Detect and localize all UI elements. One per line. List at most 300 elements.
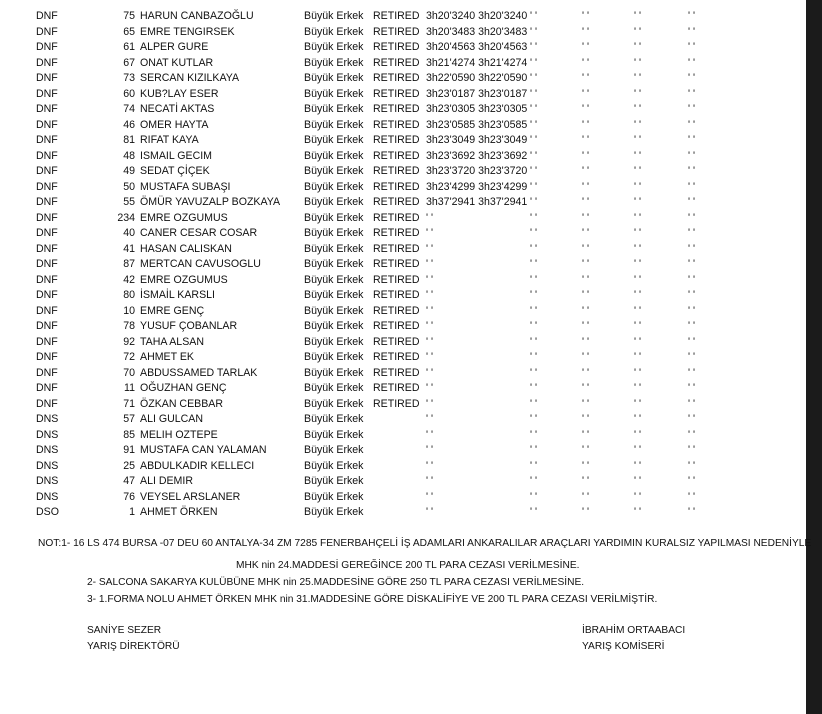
- time-cell: ' ': [426, 428, 433, 441]
- table-row: [0, 505, 806, 521]
- category-cell: Büyük Erkek: [304, 211, 364, 224]
- category-cell: Büyük Erkek: [304, 103, 364, 115]
- status-cell: DNF: [36, 103, 58, 115]
- lap-cell-4: ' ': [688, 10, 695, 22]
- bib-number-cell: 73: [123, 72, 135, 84]
- status-cell: DNF: [36, 382, 58, 394]
- time-cell: ' ': [426, 382, 433, 394]
- status-cell: DNF: [36, 366, 58, 379]
- table-row: [0, 87, 806, 103]
- status-cell: DNF: [36, 149, 58, 162]
- note-3: 3- 1.FORMA NOLU AHMET ÖRKEN MHK nin 31.MADDESİNE GÖRE DİSKALİFİYE VE 200 TL PARA CEZASI VERİLMİŞTİR.: [87, 594, 658, 605]
- lap-cell-2: ' ': [582, 227, 589, 239]
- retired-cell: RETIRED: [373, 397, 420, 410]
- table-row: [0, 133, 806, 149]
- lap-cell-2: ' ': [582, 273, 589, 286]
- status-cell: DNF: [36, 118, 58, 131]
- lap-cell-1: ' ': [530, 118, 537, 131]
- lap-cell-4: ' ': [688, 475, 695, 487]
- retired-cell: RETIRED: [373, 196, 420, 208]
- lap-cell-1: ' ': [530, 180, 537, 193]
- retired-cell: RETIRED: [373, 273, 420, 286]
- table-row: [0, 242, 806, 258]
- status-cell: DNF: [36, 25, 58, 38]
- lap-cell-1: ' ': [530, 165, 537, 177]
- lap-cell-1: ' ': [530, 242, 537, 255]
- status-cell: DNS: [36, 428, 59, 441]
- rider-name-cell: İSMAİL KARSLI: [140, 289, 215, 301]
- retired-cell: RETIRED: [373, 242, 420, 255]
- lap-cell-4: ' ': [688, 180, 695, 193]
- bib-number-cell: 48: [123, 149, 135, 162]
- table-row: [0, 412, 806, 428]
- bib-number-cell: 92: [123, 335, 135, 348]
- retired-cell: RETIRED: [373, 41, 420, 53]
- status-cell: DNF: [36, 72, 58, 84]
- lap-cell-4: ' ': [688, 413, 695, 425]
- retired-cell: RETIRED: [373, 134, 420, 146]
- bib-number-cell: 72: [123, 351, 135, 363]
- bib-number-cell: 87: [123, 258, 135, 270]
- lap-cell-2: ' ': [582, 196, 589, 208]
- table-row: [0, 459, 806, 475]
- rider-name-cell: SEDAT ÇİÇEK: [140, 165, 210, 177]
- retired-cell: RETIRED: [373, 10, 420, 22]
- lap-cell-4: ' ': [688, 87, 695, 100]
- lap-cell-4: ' ': [688, 490, 695, 503]
- time-cell: ' ': [426, 320, 433, 332]
- retired-cell: RETIRED: [373, 227, 420, 239]
- status-cell: DNF: [36, 196, 58, 208]
- table-row: [0, 149, 806, 165]
- lap-cell-2: ' ': [582, 320, 589, 332]
- category-cell: Büyük Erkek: [304, 10, 364, 22]
- category-cell: Büyük Erkek: [304, 149, 364, 162]
- time-cell: ' ': [426, 397, 433, 410]
- status-cell: DNF: [36, 165, 58, 177]
- lap-cell-4: ' ': [688, 351, 695, 363]
- category-cell: Büyük Erkek: [304, 41, 364, 53]
- lap-cell-4: ' ': [688, 103, 695, 115]
- lap-cell-3: ' ': [634, 72, 641, 84]
- lap-cell-2: ' ': [582, 149, 589, 162]
- bib-number-cell: 46: [123, 118, 135, 131]
- page-edge-bar: [806, 0, 822, 714]
- bib-number-cell: 40: [123, 227, 135, 239]
- note-1: NOT:1- 16 LS 474 BURSA -07 DEU 60 ANTALYA-34 ZM 7285 FENERBAHÇELİ İŞ ADAMLARI ANKARALILAR ARAÇLARI YARDIMIN KURALSIZ YAPILMASI NEDENİYLE: [38, 538, 812, 549]
- lap-cell-2: ' ': [582, 304, 589, 317]
- bib-number-cell: 78: [123, 320, 135, 332]
- lap-cell-4: ' ': [688, 258, 695, 270]
- status-cell: DNF: [36, 273, 58, 286]
- category-cell: Büyük Erkek: [304, 72, 364, 84]
- time-cell: ' ': [426, 490, 433, 503]
- bib-number-cell: 70: [123, 366, 135, 379]
- rider-name-cell: OĞUZHAN GENÇ: [140, 382, 227, 394]
- time-cell: 3h21'4274 3h21'4274: [426, 56, 528, 69]
- lap-cell-2: ' ': [582, 413, 589, 425]
- bib-number-cell: 60: [123, 87, 135, 100]
- time-cell: 3h20'3483 3h20'3483: [426, 25, 528, 38]
- time-cell: ' ': [426, 366, 433, 379]
- table-row: [0, 474, 806, 490]
- rider-name-cell: CANER CESAR COSAR: [140, 227, 258, 239]
- table-row: [0, 9, 806, 25]
- lap-cell-3: ' ': [634, 10, 641, 22]
- table-row: [0, 40, 806, 56]
- bib-number-cell: 41: [123, 242, 135, 255]
- lap-cell-3: ' ': [634, 413, 641, 425]
- race-commissioner-name: İBRAHİM ORTAABACI: [582, 625, 686, 636]
- lap-cell-4: ' ': [688, 273, 695, 286]
- rider-name-cell: TAHA ALSAN: [140, 335, 204, 348]
- status-cell: DNF: [36, 289, 58, 301]
- lap-cell-3: ' ': [634, 211, 641, 224]
- lap-cell-2: ' ': [582, 180, 589, 193]
- lap-cell-1: ' ': [530, 134, 537, 146]
- status-cell: DNF: [36, 304, 58, 317]
- time-cell: ' ': [426, 506, 433, 518]
- rider-name-cell: EMRE OZGUMUS: [140, 211, 228, 224]
- rider-name-cell: AHMET ÖRKEN: [140, 506, 218, 518]
- rider-name-cell: MUSTAFA CAN YALAMAN: [140, 444, 267, 456]
- table-row: [0, 118, 806, 134]
- time-cell: ' ': [426, 444, 433, 456]
- lap-cell-3: ' ': [634, 258, 641, 270]
- rider-name-cell: HARUN CANBAZOĞLU: [140, 10, 254, 22]
- category-cell: Büyük Erkek: [304, 444, 364, 456]
- retired-cell: RETIRED: [373, 366, 420, 379]
- time-cell: 3h23'3049 3h23'3049: [426, 134, 528, 146]
- lap-cell-1: ' ': [530, 258, 537, 270]
- retired-cell: RETIRED: [373, 165, 420, 177]
- lap-cell-2: ' ': [582, 475, 589, 487]
- lap-cell-4: ' ': [688, 444, 695, 456]
- lap-cell-4: ' ': [688, 382, 695, 394]
- category-cell: Büyük Erkek: [304, 289, 364, 301]
- lap-cell-2: ' ': [582, 56, 589, 69]
- table-row: [0, 226, 806, 242]
- bib-number-cell: 81: [123, 134, 135, 146]
- retired-cell: RETIRED: [373, 56, 420, 69]
- lap-cell-1: ' ': [530, 149, 537, 162]
- rider-name-cell: ALI GULCAN: [140, 413, 203, 425]
- bib-number-cell: 234: [117, 211, 135, 224]
- lap-cell-3: ' ': [634, 56, 641, 69]
- lap-cell-2: ' ': [582, 428, 589, 441]
- time-cell: ' ': [426, 258, 433, 270]
- table-row: [0, 319, 806, 335]
- lap-cell-4: ' ': [688, 242, 695, 255]
- lap-cell-1: ' ': [530, 335, 537, 348]
- retired-cell: RETIRED: [373, 351, 420, 363]
- lap-cell-4: ' ': [688, 134, 695, 146]
- lap-cell-3: ' ': [634, 25, 641, 38]
- time-cell: 3h20'3240 3h20'3240: [426, 10, 528, 22]
- note-1-continued: MHK nin 24.MADDESİ GEREĞİNCE 200 TL PARA CEZASI VERİLMESİNE.: [236, 560, 580, 571]
- category-cell: Büyük Erkek: [304, 227, 364, 239]
- status-cell: DNF: [36, 258, 58, 270]
- lap-cell-3: ' ': [634, 459, 641, 472]
- lap-cell-4: ' ': [688, 72, 695, 84]
- retired-cell: RETIRED: [373, 149, 420, 162]
- lap-cell-2: ' ': [582, 351, 589, 363]
- lap-cell-3: ' ': [634, 506, 641, 518]
- lap-cell-1: ' ': [530, 506, 537, 518]
- category-cell: Büyük Erkek: [304, 382, 364, 394]
- time-cell: ' ': [426, 304, 433, 317]
- table-row: [0, 490, 806, 506]
- rider-name-cell: ALPER GURE: [140, 41, 209, 53]
- retired-cell: RETIRED: [373, 289, 420, 301]
- table-row: [0, 164, 806, 180]
- bib-number-cell: 80: [123, 289, 135, 301]
- retired-cell: RETIRED: [373, 103, 420, 115]
- lap-cell-4: ' ': [688, 56, 695, 69]
- time-cell: ' ': [426, 335, 433, 348]
- category-cell: Büyük Erkek: [304, 304, 364, 317]
- status-cell: DNF: [36, 180, 58, 193]
- lap-cell-2: ' ': [582, 165, 589, 177]
- table-row: [0, 428, 806, 444]
- bib-number-cell: 57: [123, 413, 135, 425]
- bib-number-cell: 11: [124, 382, 135, 394]
- lap-cell-4: ' ': [688, 397, 695, 410]
- table-row: [0, 25, 806, 41]
- time-cell: ' ': [426, 273, 433, 286]
- status-cell: DNF: [36, 56, 58, 69]
- status-cell: DNF: [36, 211, 58, 224]
- lap-cell-3: ' ': [634, 304, 641, 317]
- time-cell: 3h37'2941 3h37'2941: [426, 196, 528, 208]
- lap-cell-4: ' ': [688, 366, 695, 379]
- status-cell: DNS: [36, 459, 59, 472]
- category-cell: Büyük Erkek: [304, 165, 364, 177]
- category-cell: Büyük Erkek: [304, 428, 364, 441]
- table-row: [0, 288, 806, 304]
- category-cell: Büyük Erkek: [304, 490, 364, 503]
- bib-number-cell: 47: [123, 475, 135, 487]
- lap-cell-1: ' ': [530, 196, 537, 208]
- bib-number-cell: 67: [123, 56, 135, 69]
- category-cell: Büyük Erkek: [304, 320, 364, 332]
- bib-number-cell: 50: [123, 180, 135, 193]
- lap-cell-1: ' ': [530, 103, 537, 115]
- lap-cell-1: ' ': [530, 25, 537, 38]
- table-row: [0, 304, 806, 320]
- lap-cell-2: ' ': [582, 382, 589, 394]
- lap-cell-1: ' ': [530, 10, 537, 22]
- retired-cell: RETIRED: [373, 180, 420, 193]
- time-cell: ' ': [426, 413, 433, 425]
- lap-cell-1: ' ': [530, 72, 537, 84]
- lap-cell-4: ' ': [688, 25, 695, 38]
- lap-cell-4: ' ': [688, 335, 695, 348]
- lap-cell-1: ' ': [530, 304, 537, 317]
- lap-cell-3: ' ': [634, 242, 641, 255]
- rider-name-cell: EMRE OZGUMUS: [140, 273, 228, 286]
- lap-cell-2: ' ': [582, 366, 589, 379]
- race-commissioner-title: YARIŞ KOMİSERİ: [582, 641, 665, 652]
- status-cell: DNF: [36, 351, 58, 363]
- status-cell: DNF: [36, 227, 58, 239]
- lap-cell-4: ' ': [688, 428, 695, 441]
- retired-cell: RETIRED: [373, 320, 420, 332]
- lap-cell-3: ' ': [634, 134, 641, 146]
- time-cell: 3h23'4299 3h23'4299: [426, 180, 528, 193]
- retired-cell: RETIRED: [373, 335, 420, 348]
- lap-cell-1: ' ': [530, 490, 537, 503]
- lap-cell-4: ' ': [688, 118, 695, 131]
- lap-cell-3: ' ': [634, 273, 641, 286]
- rider-name-cell: ÖZKAN CEBBAR: [140, 397, 224, 410]
- bib-number-cell: 42: [123, 273, 135, 286]
- retired-cell: RETIRED: [373, 87, 420, 100]
- retired-cell: RETIRED: [373, 72, 420, 84]
- rider-name-cell: SERCAN KIZILKAYA: [140, 72, 240, 84]
- table-row: [0, 180, 806, 196]
- bib-number-cell: 1: [129, 506, 135, 518]
- lap-cell-3: ' ': [634, 165, 641, 177]
- lap-cell-2: ' ': [582, 397, 589, 410]
- table-row: [0, 211, 806, 227]
- category-cell: Büyük Erkek: [304, 196, 364, 208]
- rider-name-cell: ÖMÜR YAVUZALP BOZKAYA: [140, 196, 281, 208]
- lap-cell-1: ' ': [530, 475, 537, 487]
- lap-cell-3: ' ': [634, 118, 641, 131]
- lap-cell-4: ' ': [688, 196, 695, 208]
- category-cell: Büyük Erkek: [304, 366, 364, 379]
- lap-cell-3: ' ': [634, 397, 641, 410]
- lap-cell-2: ' ': [582, 211, 589, 224]
- race-director-title: YARIŞ DİREKTÖRÜ: [87, 641, 180, 652]
- lap-cell-3: ' ': [634, 475, 641, 487]
- category-cell: Büyük Erkek: [304, 118, 364, 131]
- category-cell: Büyük Erkek: [304, 273, 364, 286]
- lap-cell-2: ' ': [582, 335, 589, 348]
- time-cell: ' ': [426, 459, 433, 472]
- lap-cell-3: ' ': [634, 366, 641, 379]
- race-director-name: SANİYE SEZER: [87, 625, 162, 636]
- lap-cell-3: ' ': [634, 428, 641, 441]
- table-row: [0, 56, 806, 72]
- note-2: 2- SALCONA SAKARYA KULÜBÜNE MHK nin 25.MADDESİNE GÖRE 250 TL PARA CEZASI VERİLMESİNE.: [87, 577, 585, 588]
- lap-cell-1: ' ': [530, 366, 537, 379]
- lap-cell-3: ' ': [634, 180, 641, 193]
- bib-number-cell: 91: [123, 444, 135, 456]
- status-cell: DNS: [36, 490, 59, 503]
- status-cell: DNS: [36, 444, 59, 456]
- lap-cell-4: ' ': [688, 41, 695, 53]
- lap-cell-3: ' ': [634, 149, 641, 162]
- rider-name-cell: OMER HAYTA: [140, 118, 209, 131]
- bib-number-cell: 55: [123, 196, 135, 208]
- status-cell: DNS: [36, 475, 59, 487]
- rider-name-cell: ABDUSSAMED TARLAK: [140, 366, 258, 379]
- lap-cell-2: ' ': [582, 72, 589, 84]
- lap-cell-1: ' ': [530, 351, 537, 363]
- table-row: [0, 71, 806, 87]
- rider-name-cell: EMRE TENGIRSEK: [140, 25, 235, 38]
- lap-cell-3: ' ': [634, 335, 641, 348]
- status-cell: DNF: [36, 87, 58, 100]
- lap-cell-2: ' ': [582, 87, 589, 100]
- lap-cell-1: ' ': [530, 41, 537, 53]
- time-cell: ' ': [426, 475, 433, 487]
- lap-cell-4: ' ': [688, 149, 695, 162]
- lap-cell-3: ' ': [634, 490, 641, 503]
- category-cell: Büyük Erkek: [304, 459, 364, 472]
- lap-cell-1: ' ': [530, 413, 537, 425]
- category-cell: Büyük Erkek: [304, 335, 364, 348]
- rider-name-cell: ABDULKADIR KELLECI: [140, 459, 255, 472]
- table-row: [0, 335, 806, 351]
- table-row: [0, 381, 806, 397]
- time-cell: ' ': [426, 289, 433, 301]
- category-cell: Büyük Erkek: [304, 25, 364, 38]
- status-cell: DNF: [36, 134, 58, 146]
- table-row: [0, 257, 806, 273]
- time-cell: 3h23'3720 3h23'3720: [426, 165, 528, 177]
- time-cell: 3h22'0590 3h22'0590: [426, 72, 528, 84]
- retired-cell: RETIRED: [373, 25, 420, 38]
- status-cell: DNF: [36, 242, 58, 255]
- category-cell: Büyük Erkek: [304, 56, 364, 69]
- lap-cell-4: ' ': [688, 320, 695, 332]
- time-cell: 3h23'0187 3h23'0187: [426, 87, 528, 100]
- lap-cell-2: ' ': [582, 25, 589, 38]
- rider-name-cell: MELIH OZTEPE: [140, 428, 218, 441]
- lap-cell-3: ' ': [634, 41, 641, 53]
- retired-cell: RETIRED: [373, 382, 420, 394]
- rider-name-cell: MERTCAN CAVUSOGLU: [140, 258, 261, 270]
- status-cell: DNS: [36, 413, 59, 425]
- lap-cell-1: ' ': [530, 459, 537, 472]
- bib-number-cell: 76: [123, 490, 135, 503]
- lap-cell-2: ' ': [582, 118, 589, 131]
- rider-name-cell: ALI DEMIR: [140, 475, 193, 487]
- lap-cell-4: ' ': [688, 211, 695, 224]
- bib-number-cell: 85: [123, 428, 135, 441]
- lap-cell-2: ' ': [582, 444, 589, 456]
- time-cell: ' ': [426, 227, 433, 239]
- status-cell: DNF: [36, 41, 58, 53]
- time-cell: ' ': [426, 351, 433, 363]
- category-cell: Büyük Erkek: [304, 258, 364, 270]
- lap-cell-3: ' ': [634, 351, 641, 363]
- lap-cell-2: ' ': [582, 506, 589, 518]
- status-cell: DNF: [36, 10, 58, 22]
- rider-name-cell: NECATİ AKTAS: [140, 103, 215, 115]
- lap-cell-2: ' ': [582, 490, 589, 503]
- bib-number-cell: 75: [123, 10, 135, 22]
- rider-name-cell: ONAT KUTLAR: [140, 56, 214, 69]
- lap-cell-4: ' ': [688, 165, 695, 177]
- category-cell: Büyük Erkek: [304, 413, 364, 425]
- time-cell: ' ': [426, 242, 433, 255]
- lap-cell-2: ' ': [582, 41, 589, 53]
- category-cell: Büyük Erkek: [304, 242, 364, 255]
- rider-name-cell: EMRE GENÇ: [140, 304, 205, 317]
- bib-number-cell: 49: [123, 165, 135, 177]
- lap-cell-3: ' ': [634, 196, 641, 208]
- table-row: [0, 397, 806, 413]
- lap-cell-1: ' ': [530, 56, 537, 69]
- lap-cell-1: ' ': [530, 211, 537, 224]
- lap-cell-2: ' ': [582, 10, 589, 22]
- lap-cell-3: ' ': [634, 320, 641, 332]
- time-cell: ' ': [426, 211, 433, 224]
